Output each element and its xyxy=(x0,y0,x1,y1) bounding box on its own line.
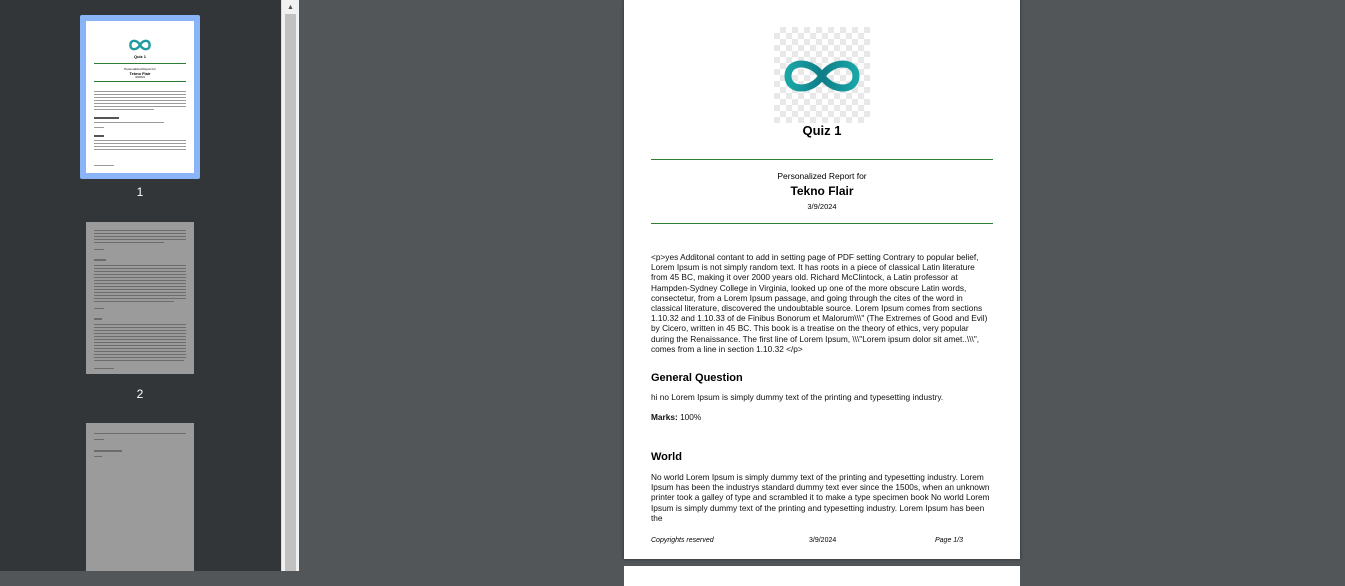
thumbnail-heading xyxy=(94,135,104,137)
thumbnail-sidebar xyxy=(0,0,281,571)
thumbnail-text-line xyxy=(94,127,104,128)
thumbnail-text-line xyxy=(94,239,186,240)
scroll-up-arrow-icon[interactable]: ▲ xyxy=(287,3,294,11)
thumbnail-text-line xyxy=(94,342,186,343)
thumbnail-text-line xyxy=(94,149,186,150)
thumbnail-text-line xyxy=(94,236,186,237)
section-heading: World xyxy=(651,451,682,463)
thumbnail-text-line xyxy=(94,360,184,361)
thumbnail-text-line xyxy=(94,233,186,234)
thumbnail-text-line xyxy=(94,327,186,328)
thumbnail-date: 3/9/2024 xyxy=(135,76,145,79)
thumbnail-text-line xyxy=(94,330,186,331)
thumbnail-text-line xyxy=(94,333,186,334)
thumbnail-page-number: 1 xyxy=(136,185,144,199)
thumbnail-text-line xyxy=(94,456,102,457)
thumbnail-text-line xyxy=(94,100,186,101)
thumbnail-text-line xyxy=(94,106,186,107)
thumbnail-text-line xyxy=(94,122,164,123)
infinity-logo-icon xyxy=(128,37,152,53)
thumbnail-text-line xyxy=(94,348,186,349)
thumbnail-rule xyxy=(94,63,186,64)
thumbnail-text-line xyxy=(94,301,174,302)
thumbnail-title: Quiz 1 xyxy=(133,54,146,59)
thumbnail-text-line xyxy=(94,308,104,309)
document-page-2 xyxy=(624,566,1020,586)
vertical-scrollbar[interactable] xyxy=(281,0,299,571)
thumbnail-text-line xyxy=(94,94,186,95)
thumbnail-text-line xyxy=(94,109,154,110)
thumbnail-image-page-3 xyxy=(86,423,194,571)
thumbnail-text-line xyxy=(94,265,186,266)
marks-value: 100% xyxy=(680,412,702,422)
section-text: No world Lorem Ipsum is simply dummy text of the printing and typesetting industry. Lorem Ipsum has been the industrys standard dummy text ever since the 1500s, when an unknown printer took a galley of type and scrambled it to make a type specimen book No world Lorem Ipsum is simply dummy text of the printing and typesetting industry. Lorem Ipsum has been the xyxy=(651,472,990,523)
thumbnail-page-1[interactable] xyxy=(80,15,200,205)
thumbnail-text-line xyxy=(94,298,186,299)
scrollbar-thumb[interactable] xyxy=(285,14,296,571)
thumbnail-student-name: Tekno Flair xyxy=(129,71,151,76)
thumbnail-heading xyxy=(94,259,106,261)
thumbnail-text-line xyxy=(94,143,186,144)
thumbnail-text-line xyxy=(94,339,186,340)
thumbnail-footer xyxy=(94,165,114,166)
logo-image xyxy=(774,27,870,123)
thumbnail-text-line xyxy=(94,271,186,272)
footer-date: 3/9/2024 xyxy=(809,537,837,544)
thumbnail-text-line xyxy=(94,289,186,290)
marks-line xyxy=(651,412,991,422)
footer-page-number: Page 1/3 xyxy=(935,537,964,544)
divider xyxy=(651,159,993,160)
thumbnail-rule xyxy=(94,81,186,82)
thumbnail-text-line xyxy=(94,292,186,293)
page-title: Quiz 1 xyxy=(802,123,842,138)
thumbnail-text-line xyxy=(94,283,186,284)
thumbnail-footer xyxy=(94,368,114,369)
infinity-logo-icon xyxy=(780,55,864,97)
thumbnail-text-line xyxy=(94,91,186,92)
thumbnail-text-line xyxy=(94,354,186,355)
thumbnail-text-line xyxy=(94,97,186,98)
footer-copyright: Copyrights reserved xyxy=(651,537,714,544)
thumbnail-text-line xyxy=(94,274,186,275)
marks-label: Marks: xyxy=(651,412,678,422)
student-name: Tekno Flair xyxy=(790,184,854,198)
thumbnail-page-3[interactable] xyxy=(80,423,200,571)
thumbnail-heading xyxy=(94,318,102,320)
thumbnail-report-label: Personalized Report for xyxy=(124,67,156,71)
thumbnail-text-line xyxy=(94,277,186,278)
thumbnail-text-line xyxy=(94,146,186,147)
report-label: Personalized Report for xyxy=(777,171,867,181)
thumbnail-text-line xyxy=(94,286,186,287)
divider xyxy=(651,223,993,224)
thumbnail-text-line xyxy=(94,230,186,231)
thumbnail-text-line xyxy=(94,357,186,358)
report-date: 3/9/2024 xyxy=(807,202,837,211)
thumbnail-page-number: 2 xyxy=(136,387,144,401)
thumbnail-text-line xyxy=(94,351,186,352)
thumbnail-text-line xyxy=(94,345,186,346)
thumbnail-image-page-1 xyxy=(86,21,194,173)
thumbnail-text-line xyxy=(94,242,164,243)
thumbnail-text-line xyxy=(94,268,186,269)
thumbnail-text-line xyxy=(94,249,104,250)
thumbnail-heading xyxy=(94,450,122,452)
thumbnail-text-line xyxy=(94,280,186,281)
thumbnail-page-2[interactable] xyxy=(80,222,200,407)
section-heading: General Question xyxy=(651,372,743,384)
thumbnail-text-line xyxy=(94,324,186,325)
thumbnail-text-line xyxy=(94,140,186,141)
thumbnail-text-line xyxy=(94,336,186,337)
section-text: hi no Lorem Ipsum is simply dummy text of the printing and typesetting industry. xyxy=(651,392,944,402)
intro-paragraph: <p>yes Additonal contant to add in setting page of PDF setting Contrary to popular belief, Lorem Ipsum is not simply random text. It has roots in a piece of classical Latin literature from 45 BC, making it over 2000 years old. Richard McClintock, a Latin professor at Hampden-Sydney College in Virginia, looked up one of the more obscure Latin words, consectetur, from a Lorem Ipsum passage, and going through the cites of the word in classical literature, discovered the undoubtable source. Lorem Ipsum comes from sections 1.10.32 and 1.10.33 of de Finibus Bonorum et Malorum\\\" (The Extremes of Good and Evil) by Cicero, written in 45 BC. This book is a treatise on the theory of ethics, very popular during the Renaissance. The first line of Lorem Ipsum, \\\"Lorem ipsum dolor sit amet..\\\", comes from a line in section 1.10.32 </p> xyxy=(651,252,988,354)
document-page-1 xyxy=(624,0,1020,559)
thumbnail-text-line xyxy=(94,439,104,440)
thumbnail-text-line xyxy=(94,103,186,104)
thumbnail-text-line xyxy=(94,295,186,296)
thumbnail-image-page-2 xyxy=(86,222,194,374)
thumbnail-text-line xyxy=(94,433,186,434)
thumbnail-heading xyxy=(94,117,119,119)
